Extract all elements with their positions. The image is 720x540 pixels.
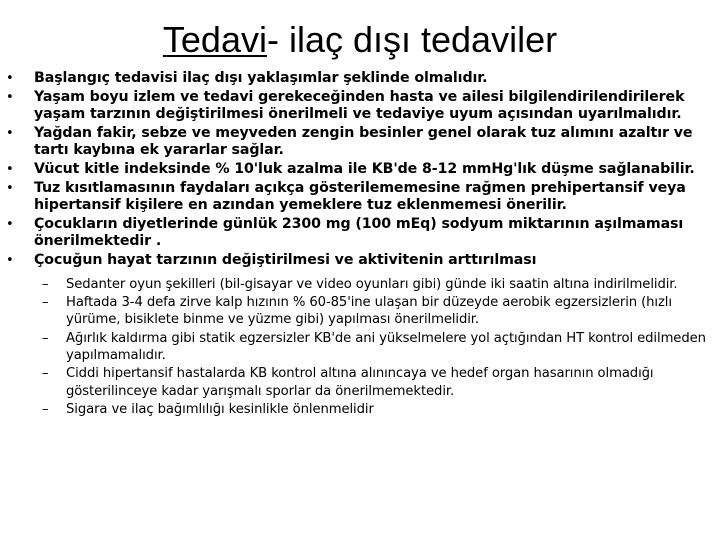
dash-marker: – bbox=[42, 366, 49, 382]
bullet-item bbox=[0, 125, 716, 159]
sub-bullet-item bbox=[0, 276, 714, 293]
sub-bullet-text: Ağırlık kaldırma gibi statik egzersizler KB'de ani yükselmelere yol açtığından HT kontrol edilmeden yapılmamalıdır. bbox=[66, 330, 706, 364]
bullet-list bbox=[0, 70, 716, 420]
bullet-marker: • bbox=[6, 125, 14, 141]
sub-bullet-item bbox=[0, 365, 714, 400]
dash-marker: – bbox=[42, 295, 49, 310]
bullet-marker: • bbox=[6, 216, 14, 232]
sub-bullet-text: Sedanter oyun şekilleri (bil-gisayar ve video oyunları gibi) günde iki saatin altına indirilmelidir. bbox=[66, 276, 678, 292]
bullet-text: Tuz kısıtlamasının faydaları açıkça gösterilememesine rağmen prehipertansif veya hipertansif kişilere en azından yemeklere tuz eklenmemesi önerilir. bbox=[34, 179, 686, 213]
sub-bullet-item bbox=[0, 330, 714, 365]
bullet-marker: • bbox=[6, 180, 14, 196]
sub-bullet-item bbox=[0, 294, 714, 329]
bullet-marker: • bbox=[6, 89, 14, 105]
dash-marker: – bbox=[42, 401, 49, 417]
bullet-item bbox=[0, 161, 716, 178]
bullet-marker: • bbox=[6, 161, 14, 177]
bullet-item bbox=[0, 70, 716, 87]
sub-bullet-item bbox=[0, 401, 714, 418]
sub-bullet-text: Haftada 3-4 defa zirve kalp hızının % 60-85'ine ulaşan bir düzeyde aerobik egzersizlerin (hızlı yürüme, bisiklete binme ve yüzme gibi) yapılması önerilmelidir. bbox=[66, 295, 672, 328]
sub-bullet-text: Sigara ve ilaç bağımlılığı kesinlikle önlenmelidir bbox=[66, 401, 374, 417]
title-underlined-part: Tedavi bbox=[162, 19, 267, 60]
dash-marker: – bbox=[42, 276, 49, 292]
bullet-text: Çocukların diyetlerinde günlük 2300 mg (100 mEq) sodyum miktarının aşılmaması önerilmektedir . bbox=[34, 215, 684, 249]
sub-bullet-text: Ciddi hipertansif hastalarda KB kontrol altına alınıncaya ve hedef organ hasarının olmadığı gösterilinceye kadar yarışmalı sporlar da önerilmemektedir. bbox=[66, 366, 654, 399]
slide-title bbox=[0, 19, 720, 60]
bullet-marker: • bbox=[6, 252, 14, 268]
bullet-item bbox=[0, 180, 716, 214]
bullet-item bbox=[0, 252, 716, 419]
bullet-text: Çocuğun hayat tarzının değiştirilmesi ve aktivitenin arttırılması bbox=[34, 251, 537, 268]
title-rest: - ilaç dışı tedaviler bbox=[266, 19, 558, 60]
bullet-text: Yaşam boyu izlem ve tedavi gerekeceğinden hasta ve ailesi bilgilendirilendirilerek yaşam tarzının değiştirilmesi önerilmeli ve tedaviye uyum açısından uyarılmalıdır. bbox=[34, 88, 685, 122]
bullet-text: Yağdan fakir, sebze ve meyveden zengin besinler genel olarak tuz alımını azaltır ve tartı kaybına ek yararlar sağlar. bbox=[34, 124, 693, 158]
dash-marker: – bbox=[42, 330, 49, 346]
bullet-item bbox=[0, 216, 716, 250]
bullet-text: Vücut kitle indeksinde % 10'luk azalma ile KB'de 8-12 mmHg'lık düşme sağlanabilir. bbox=[34, 160, 695, 177]
bullet-item bbox=[0, 89, 716, 123]
bullet-text: Başlangıç tedavisi ilaç dışı yaklaşımlar şeklinde olmalıdır. bbox=[34, 70, 488, 86]
bullet-marker: • bbox=[6, 71, 14, 86]
sub-bullet-list bbox=[0, 276, 714, 418]
